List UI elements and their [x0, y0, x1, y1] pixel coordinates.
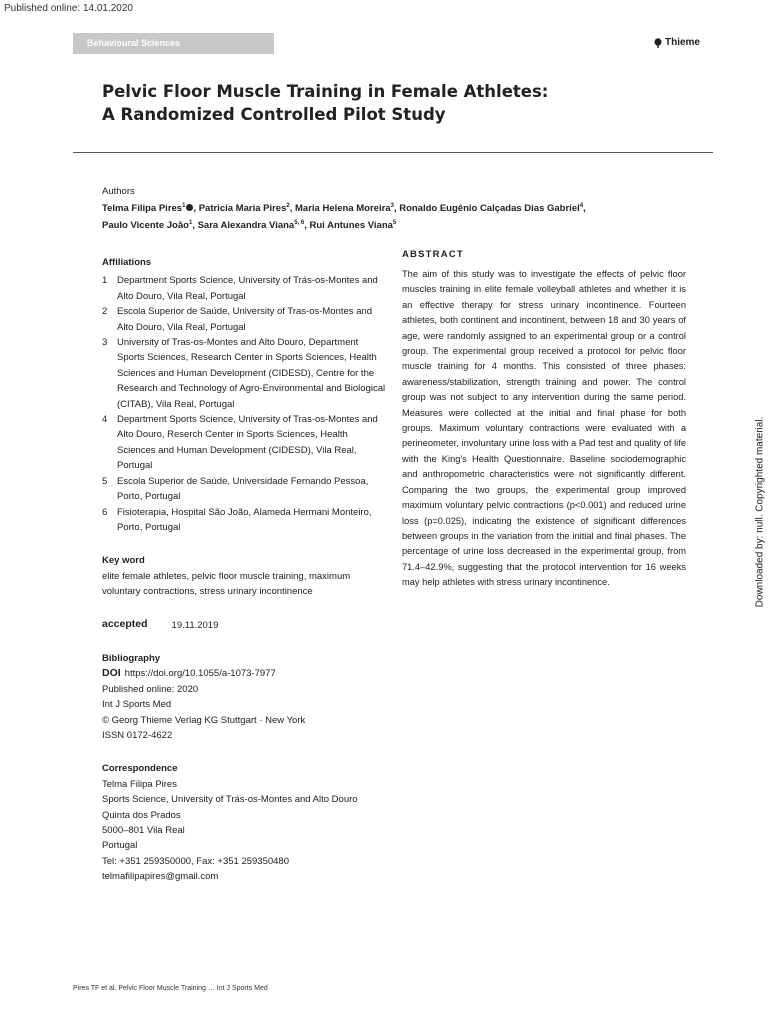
affiliation-number: 5 [102, 475, 108, 487]
bib-copyright: © Georg Thieme Verlag KG Stuttgart · New York [102, 714, 306, 726]
author-name: Telma Filipa Pires [102, 203, 183, 215]
title-line-1: Pelvic Floor Muscle Training in Female Athletes: [102, 82, 549, 101]
correspondence-line: Quinta dos Prados [102, 809, 181, 821]
author-affiliation-marker: 1 [188, 220, 193, 227]
affiliation-number: 3 [102, 337, 108, 349]
article-title [102, 80, 662, 126]
correspondence-line: Portugal [102, 840, 138, 852]
affiliation-number: 4 [102, 414, 108, 426]
author-name: Maria Helena Moreira [295, 203, 391, 215]
author-name: Sara Alexandra Viana [197, 220, 295, 232]
bibliography-block [102, 651, 387, 743]
doi-label: DOI [102, 667, 121, 680]
author-name: Paulo Vicente João [102, 220, 189, 232]
affiliation-item [102, 273, 387, 304]
author-affiliation-marker: 4 [579, 203, 584, 209]
affiliation-item [102, 412, 387, 474]
publisher-name: Thieme [664, 37, 700, 48]
orcid-icon[interactable] [186, 204, 193, 211]
authors-heading: Authors [102, 186, 135, 197]
author-name: Rui Antunes Viana [309, 220, 393, 232]
correspondence-line: telmafilipapires@gmail.com [102, 871, 219, 883]
thieme-logo-icon [654, 38, 662, 48]
affiliation-text: Department Sports Science, University of Trás-os-Montes and Alto Douro, Vila Real, Portugal [117, 275, 378, 302]
affiliation-item [102, 304, 387, 335]
right-column [402, 249, 686, 591]
affiliation-text: University of Tras-os-Montes and Alto Douro, Department Sports Sciences, Research Center in Sports Sciences, Health Sciences and Human Development (CIDESD), Centre for the Research and Technology of Agro-Environmental and Biological (CITAB), Vila Real, Portugal [117, 337, 386, 410]
affiliation-number: 1 [102, 275, 108, 287]
affiliation-text: Escola Superior de Saúde, University of Tras-os-Montes and Alto Douro, Vila Real, Portugal [117, 306, 373, 333]
affiliations-list [102, 273, 387, 535]
affiliation-text: Department Sports Science, University of Tras-os-Montes and Alto Douro, Reserch Center in Sports Sciences, Health Sciences and Human Development (CIDESD), Vila Real, Portugal [117, 414, 378, 472]
author-affiliation-marker: 3 [390, 203, 394, 209]
keyword-heading: Key word [102, 555, 145, 567]
abstract-text: The aim of this study was to investigate the effects of pelvic floor muscles training in elite female volleyball athletes and whether it is an effective therapy for stress urinary incontinence. Fourteen athletes, both continent and incontinent, between 18 and 30 years of age, were randomly assigned to an experimental group or a control group. The experimental group received a protocol for pelvic floor muscle training for 4 months. This consisted of three phases: awareness/stabilization, strength training and power. The control group was not subject to any intervention during the same period. Measures were collected at the initial and final phase for both groups. Maximum voluntary contractions were evaluated with a perineometer, involuntary urine loss with a Pad test and quality of life with the King's Health Questionnaire. Baseline sociodemographic and anthropometric characteristics were not significantly different. Comparing the two groups, the experimental group improved maximum voluntary pelvic contractions (p<0.001) and reduced urine loss (p=0.025), indicating the existence of significant differences between groups in the variation from the initial and final phases. The percentage of urine loss decreased in the experimental group, from 71.4–42.9%, suggesting that the protocol intervention for 16 weeks may help athletes with stress urinary incontinence. [402, 269, 686, 588]
author-affiliation-marker: 5, 6 [294, 220, 305, 227]
affiliation-item [102, 335, 387, 412]
correspondence-heading: Correspondence [102, 763, 178, 775]
bib-issn: ISSN 0172-4622 [102, 729, 173, 741]
section-label: Behavioural Sciences [73, 33, 274, 54]
accepted-date: 19.11.2019 [171, 619, 219, 631]
affiliations-heading: Affiliations [102, 257, 152, 268]
accepted-row [102, 617, 387, 633]
affiliation-item [102, 505, 387, 536]
abstract-heading: ABSTRACT [402, 249, 464, 260]
author-name: Patricia Maria Pires [198, 203, 287, 215]
correspondence-line: Telma Filipa Pires [102, 778, 177, 790]
title-line-2: A Randomized Controlled Pilot Study [102, 105, 446, 124]
correspondence-line: Tel: +351 259350000, Fax: +351 259350480 [102, 855, 289, 867]
doi-line [102, 666, 387, 681]
affiliation-text: Fisioterapia, Hospital São João, Alameda Hermani Monteiro, Porto, Portugal [117, 506, 372, 533]
running-footer: Pires TF et al. Pelvic Floor Muscle Training … Int J Sports Med [73, 985, 268, 992]
bib-published: Published online: 2020 [102, 683, 199, 695]
correspondence-line: Sports Science, University of Trás-os-Montes and Alto Douro [102, 794, 358, 806]
title-divider [73, 152, 713, 153]
correspondence-block [102, 761, 387, 884]
author-affiliation-marker: 5 [392, 220, 397, 227]
author-affiliation-marker: 1 [182, 203, 186, 209]
author-affiliation-marker: 2 [286, 203, 290, 209]
published-online-date: Published online: 14.01.2020 [4, 3, 133, 14]
left-column [102, 255, 387, 885]
affiliation-number: 6 [102, 506, 108, 518]
affiliation-item [102, 474, 387, 505]
affiliation-number: 2 [102, 306, 108, 318]
correspondence-lines [102, 777, 387, 885]
keywords-block [102, 553, 387, 599]
keywords-text: elite female athletes, pelvic floor muscle training, maximum voluntary contractions, stress urinary incontinence [102, 570, 351, 598]
correspondence-line: 5000–801 Vila Real [102, 825, 185, 836]
affiliation-text: Escola Superior de Saúde, Universidade Fernando Pessoa, Porto, Portugal [117, 475, 369, 503]
publisher-logo [654, 37, 700, 48]
doi-link[interactable]: https://doi.org/10.1055/a-1073-7977 [124, 668, 276, 680]
accepted-label: accepted [102, 617, 148, 630]
bibliography-heading: Bibliography [102, 652, 161, 664]
author-name: Ronaldo Eugênio Calçadas Dias Gabriel [399, 203, 580, 215]
download-watermark-text: Downloaded by: null. Copyrighted material. [754, 416, 766, 608]
bib-journal: Int J Sports Med [102, 699, 172, 711]
authors-list: Telma Filipa Pires$^1$ , Patricia Maria Pires$^2$, Maria Helena Moreira$^3$, Ronaldo Eugênio Calçadas Dias Gabriel$^4$, Paulo Vicente João$^1$, Sara Alexandra Viana$^{5, 6}$, Rui Antunes Viana$^5$ [102, 203, 586, 232]
